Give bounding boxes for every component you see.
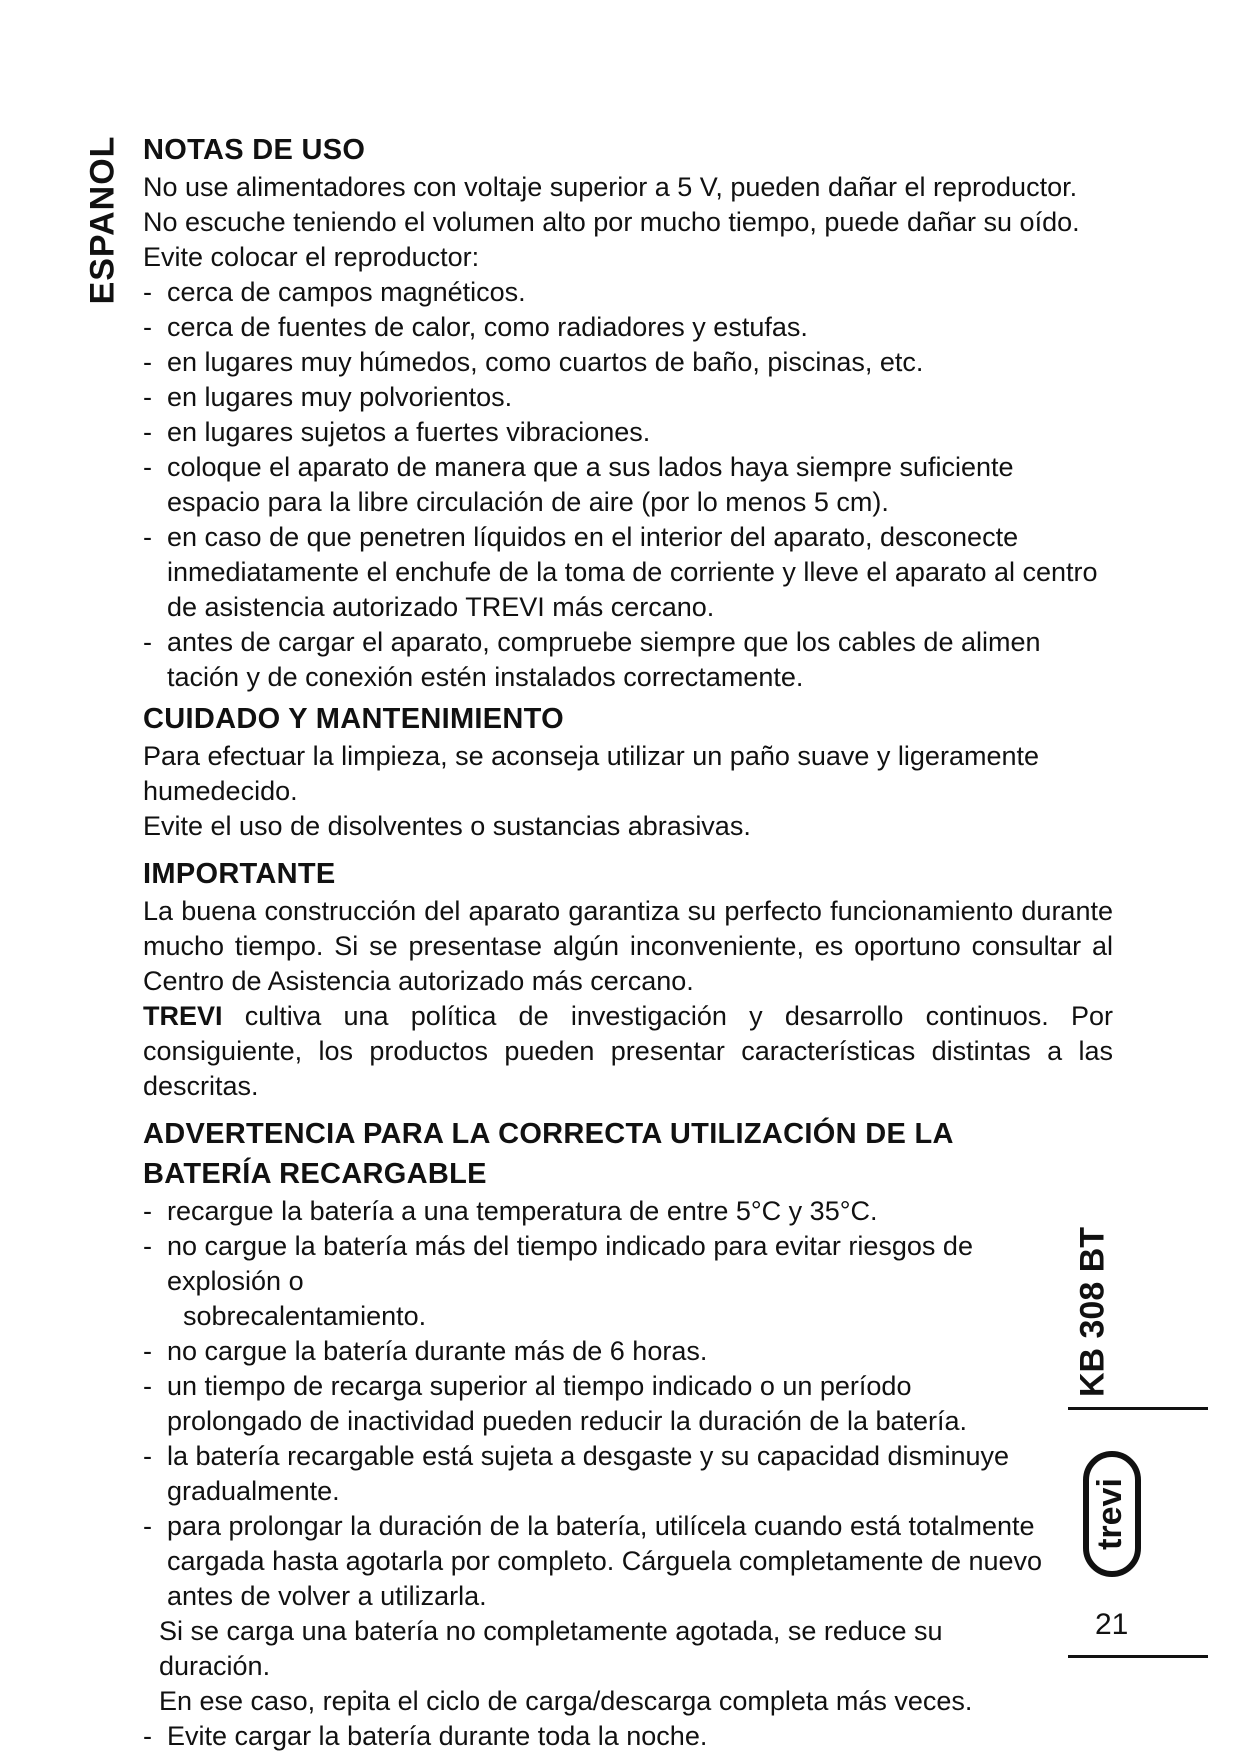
list-item: - para prolongar la duración de la batería, utilícela cuando está totalmente cargada hasta agotarla por completo. Cárguela completamente de nuevo antes de volver a utilizarla.	[143, 1509, 1043, 1614]
section-title: ADVERTENCIA PARA LA CORRECTA UTILIZACIÓN DE LA BATERÍA RECARGABLE	[143, 1118, 953, 1190]
model-tab	[1058, 1222, 1128, 1402]
language-tab	[78, 135, 128, 305]
list-item: - un tiempo de recarga superior al tiempo indicado o un período prolongado de inactividad pueden reducir la duración de la batería.	[143, 1369, 1043, 1439]
list-item: - la batería recargable está sujeta a desgaste y su capacidad disminuye gradualmente.	[143, 1439, 1043, 1509]
paragraph: No escuche teniendo el volumen alto por mucho tiempo, puede dañar su oído.	[143, 207, 1080, 237]
list-item: - en lugares muy húmedos, como cuartos de baño, piscinas, etc.	[143, 345, 1113, 380]
list-item: - antes de cargar el aparato, compruebe siempre que los cables de alimen tación y de conexión estén instalados correctamente.	[143, 625, 1113, 695]
list-item: - cerca de fuentes de calor, como radiadores y estufas.	[143, 310, 1113, 345]
list-item-continuation: sobrecalentamiento.	[183, 1301, 427, 1331]
list-item: - en lugares sujetos a fuertes vibraciones.	[143, 415, 1113, 450]
list-item: - coloque el aparato de manera que a sus lados haya siempre suficiente espacio para la libre circulación de aire (por lo menos 5 cm).	[143, 450, 1113, 520]
paragraph: Evite el uso de disolventes o sustancias abrasivas.	[143, 811, 751, 841]
list-item: - no cargue la batería durante más de 6 horas.	[143, 1334, 1043, 1369]
paragraph-text: cultiva una política de investigación y desarrollo continuos. Por consiguiente, los productos pueden presentar características distintas a las descritas.	[143, 1001, 1113, 1101]
list-note: En ese caso, repita el ciclo de carga/descarga completa más veces.	[159, 1686, 973, 1716]
model-label: KB 308 BT	[1073, 1226, 1112, 1398]
section-importante	[143, 854, 1113, 1104]
paragraph: Para efectuar la limpieza, se aconseja utilizar un paño suave y ligeramente humedecido.	[143, 741, 1039, 806]
section-notas-de-uso	[143, 130, 1113, 695]
paragraph	[143, 999, 1113, 1104]
list-item: - cerca de campos magnéticos.	[143, 275, 1113, 310]
section-title: NOTAS DE USO	[143, 134, 366, 166]
divider	[1068, 1655, 1208, 1658]
list-item: - en lugares muy polvorientos.	[143, 380, 1113, 415]
page-number: 21	[1095, 1608, 1129, 1641]
list-item: - Evite cargar la batería durante toda la noche.	[143, 1719, 1043, 1754]
usage-list	[143, 275, 1113, 695]
section-title: CUIDADO Y MANTENIMIENTO	[143, 703, 564, 735]
battery-list	[143, 1194, 1043, 1754]
language-label: ESPANOL	[83, 135, 122, 305]
trevi-logo-icon	[1082, 1450, 1142, 1578]
section-advertencia	[143, 1114, 1043, 1754]
brand-name: TREVI	[143, 1001, 223, 1031]
section-cuidado	[143, 699, 1113, 844]
divider	[1068, 1407, 1208, 1410]
paragraph: Evite colocar el reproductor:	[143, 242, 480, 272]
paragraph: La buena construcción del aparato garantiza su perfecto funcionamiento durante mucho tiempo. Si se presentase algún inconveniente, es oportuno consultar al Centro de Asistencia autorizado más cercano.	[143, 896, 1113, 996]
section-title: IMPORTANTE	[143, 858, 336, 890]
manual-content	[143, 130, 1113, 1754]
list-item: - no cargue la batería más del tiempo indicado para evitar riesgos de explosión o	[143, 1229, 1043, 1299]
list-note: Si se carga una batería no completamente agotada, se reduce su duración.	[159, 1616, 943, 1681]
svg-text:trevi: trevi	[1090, 1478, 1129, 1550]
list-item: - recargue la batería a una temperatura de entre 5°C y 35°C.	[143, 1194, 1043, 1229]
list-item: - en caso de que penetren líquidos en el interior del aparato, desconecte inmediatamente el enchufe de la toma de corriente y lleve el aparato al centro de asistencia autorizado TREVI más cercano.	[143, 520, 1113, 625]
paragraph: No use alimentadores con voltaje superior a 5 V, pueden dañar el reproductor.	[143, 172, 1078, 202]
